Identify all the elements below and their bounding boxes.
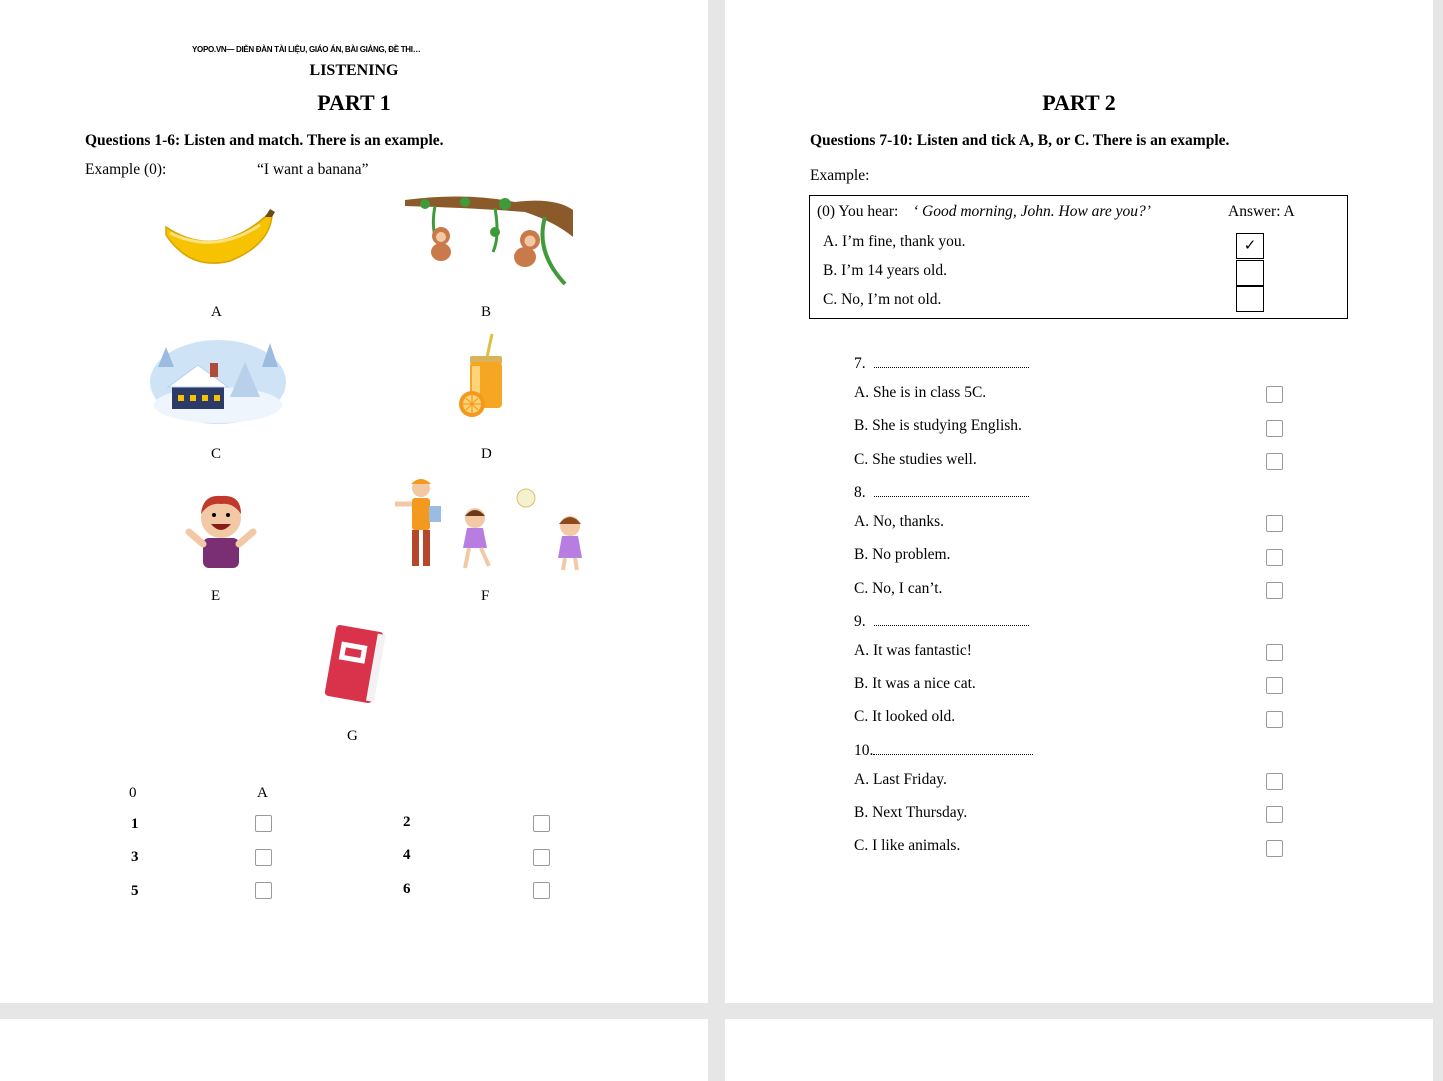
picture-label-e: E xyxy=(211,588,221,604)
q7-checkbox-c[interactable] xyxy=(1266,453,1283,470)
q7-checkbox-b[interactable] xyxy=(1266,420,1283,437)
q8-checkbox-c[interactable] xyxy=(1266,582,1283,599)
q8-option-b: B. No problem. xyxy=(854,546,951,563)
grid-question-number-2: 2 xyxy=(403,814,411,830)
q10-checkbox-c[interactable] xyxy=(1266,840,1283,857)
answer-line xyxy=(874,486,1029,497)
question-number: 10. xyxy=(854,742,874,759)
orange-juice-icon xyxy=(456,332,508,422)
grid-question-number-4: 4 xyxy=(403,847,411,863)
example-quote: “I want a banana” xyxy=(257,161,369,178)
answer-box-1[interactable] xyxy=(255,815,272,832)
picture-label-b: B xyxy=(481,304,492,320)
question-number: 8. xyxy=(854,484,866,501)
grid-example-answer: A xyxy=(257,785,268,801)
answer-box-4[interactable] xyxy=(533,849,550,866)
q10-option-a: A. Last Friday. xyxy=(854,771,947,788)
q7-option-b: B. She is studying English. xyxy=(854,417,1022,434)
monkeys-icon xyxy=(405,192,575,287)
q9-checkbox-c[interactable] xyxy=(1266,711,1283,728)
part1-instruction: Questions 1-6: Listen and match. There is an example. xyxy=(85,132,444,149)
q9-option-b: B. It was a nice cat. xyxy=(854,675,976,692)
picture-label-f: F xyxy=(481,588,490,604)
question-number: 9. xyxy=(854,613,866,630)
example-prompt-prefix: (0) You hear: xyxy=(817,203,899,220)
question-number: 7. xyxy=(854,355,866,372)
q9-checkbox-a[interactable] xyxy=(1266,644,1283,661)
happy-boy-icon xyxy=(183,488,259,570)
picture-label-d: D xyxy=(481,446,492,462)
worksheet-page-3 xyxy=(0,1019,708,1081)
example-tick-box-b xyxy=(1236,260,1264,286)
worksheet-page-4 xyxy=(725,1019,1433,1081)
part2-instruction: Questions 7-10: Listen and tick A, B, or C. There is an example. xyxy=(810,132,1230,149)
q8-option-c: C. No, I can’t. xyxy=(854,580,943,597)
example-label: Example (0): xyxy=(85,161,167,178)
q9-option-c: C. It looked old. xyxy=(854,708,956,725)
worksheet-page-2 xyxy=(725,0,1433,1003)
grid-example-number: 0 xyxy=(129,785,137,801)
q7-option-a: A. She is in class 5C. xyxy=(854,384,987,401)
q10-checkbox-b[interactable] xyxy=(1266,806,1283,823)
site-header: YOPO.VN— DIỄN ĐÀN TÀI LIỆU, GIÁO ÁN, BÀI GIẢNG, ĐỀ THI… xyxy=(192,45,421,54)
answer-box-6[interactable] xyxy=(533,882,550,899)
grid-question-number-6: 6 xyxy=(403,881,411,897)
worksheet-page-1 xyxy=(0,0,708,1003)
grid-question-number-1: 1 xyxy=(131,816,139,832)
answer-box-2[interactable] xyxy=(533,815,550,832)
picture-label-c: C xyxy=(211,446,222,462)
example-option-a: A. I’m fine, thank you. xyxy=(823,233,966,250)
example-option-b: B. I’m 14 years old. xyxy=(823,262,947,279)
children-playing-icon xyxy=(385,476,590,574)
banana-icon xyxy=(160,205,280,270)
answer-line xyxy=(874,357,1029,368)
question-8 xyxy=(854,484,1029,502)
answer-box-3[interactable] xyxy=(255,849,272,866)
example-tick-box-c xyxy=(1236,286,1264,312)
example-label: Example: xyxy=(810,167,870,184)
q9-option-a: A. It was fantastic! xyxy=(854,642,972,659)
q7-option-c: C. She studies well. xyxy=(854,451,977,468)
question-9 xyxy=(854,613,1029,631)
question-7 xyxy=(854,355,1029,373)
q10-option-b: B. Next Thursday. xyxy=(854,804,968,821)
answer-box-5[interactable] xyxy=(255,882,272,899)
q8-checkbox-b[interactable] xyxy=(1266,549,1283,566)
winter-house-icon xyxy=(150,337,286,427)
section-title: LISTENING xyxy=(309,62,399,79)
q10-checkbox-a[interactable] xyxy=(1266,773,1283,790)
picture-label-a: A xyxy=(211,304,222,320)
question-10 xyxy=(854,742,1033,760)
q8-checkbox-a[interactable] xyxy=(1266,515,1283,532)
q8-option-a: A. No, thanks. xyxy=(854,513,944,530)
example-option-c: C. No, I’m not old. xyxy=(823,291,942,308)
part1-title: PART 1 xyxy=(317,90,391,115)
grid-question-number-5: 5 xyxy=(131,883,139,899)
q10-option-c: C. I like animals. xyxy=(854,837,961,854)
example-prompt-quote: ‘ Good morning, John. How are you?’ xyxy=(913,203,1151,220)
answer-line xyxy=(874,615,1029,626)
part2-title: PART 2 xyxy=(1042,90,1116,115)
picture-label-g: G xyxy=(347,728,358,744)
example-answer: Answer: A xyxy=(1228,203,1295,220)
answer-line xyxy=(873,744,1033,755)
q7-checkbox-a[interactable] xyxy=(1266,386,1283,403)
book-icon xyxy=(316,622,392,708)
example-tick-box-a: ✓ xyxy=(1236,233,1264,259)
example-table xyxy=(809,195,1348,319)
grid-question-number-3: 3 xyxy=(131,849,139,865)
q9-checkbox-b[interactable] xyxy=(1266,677,1283,694)
